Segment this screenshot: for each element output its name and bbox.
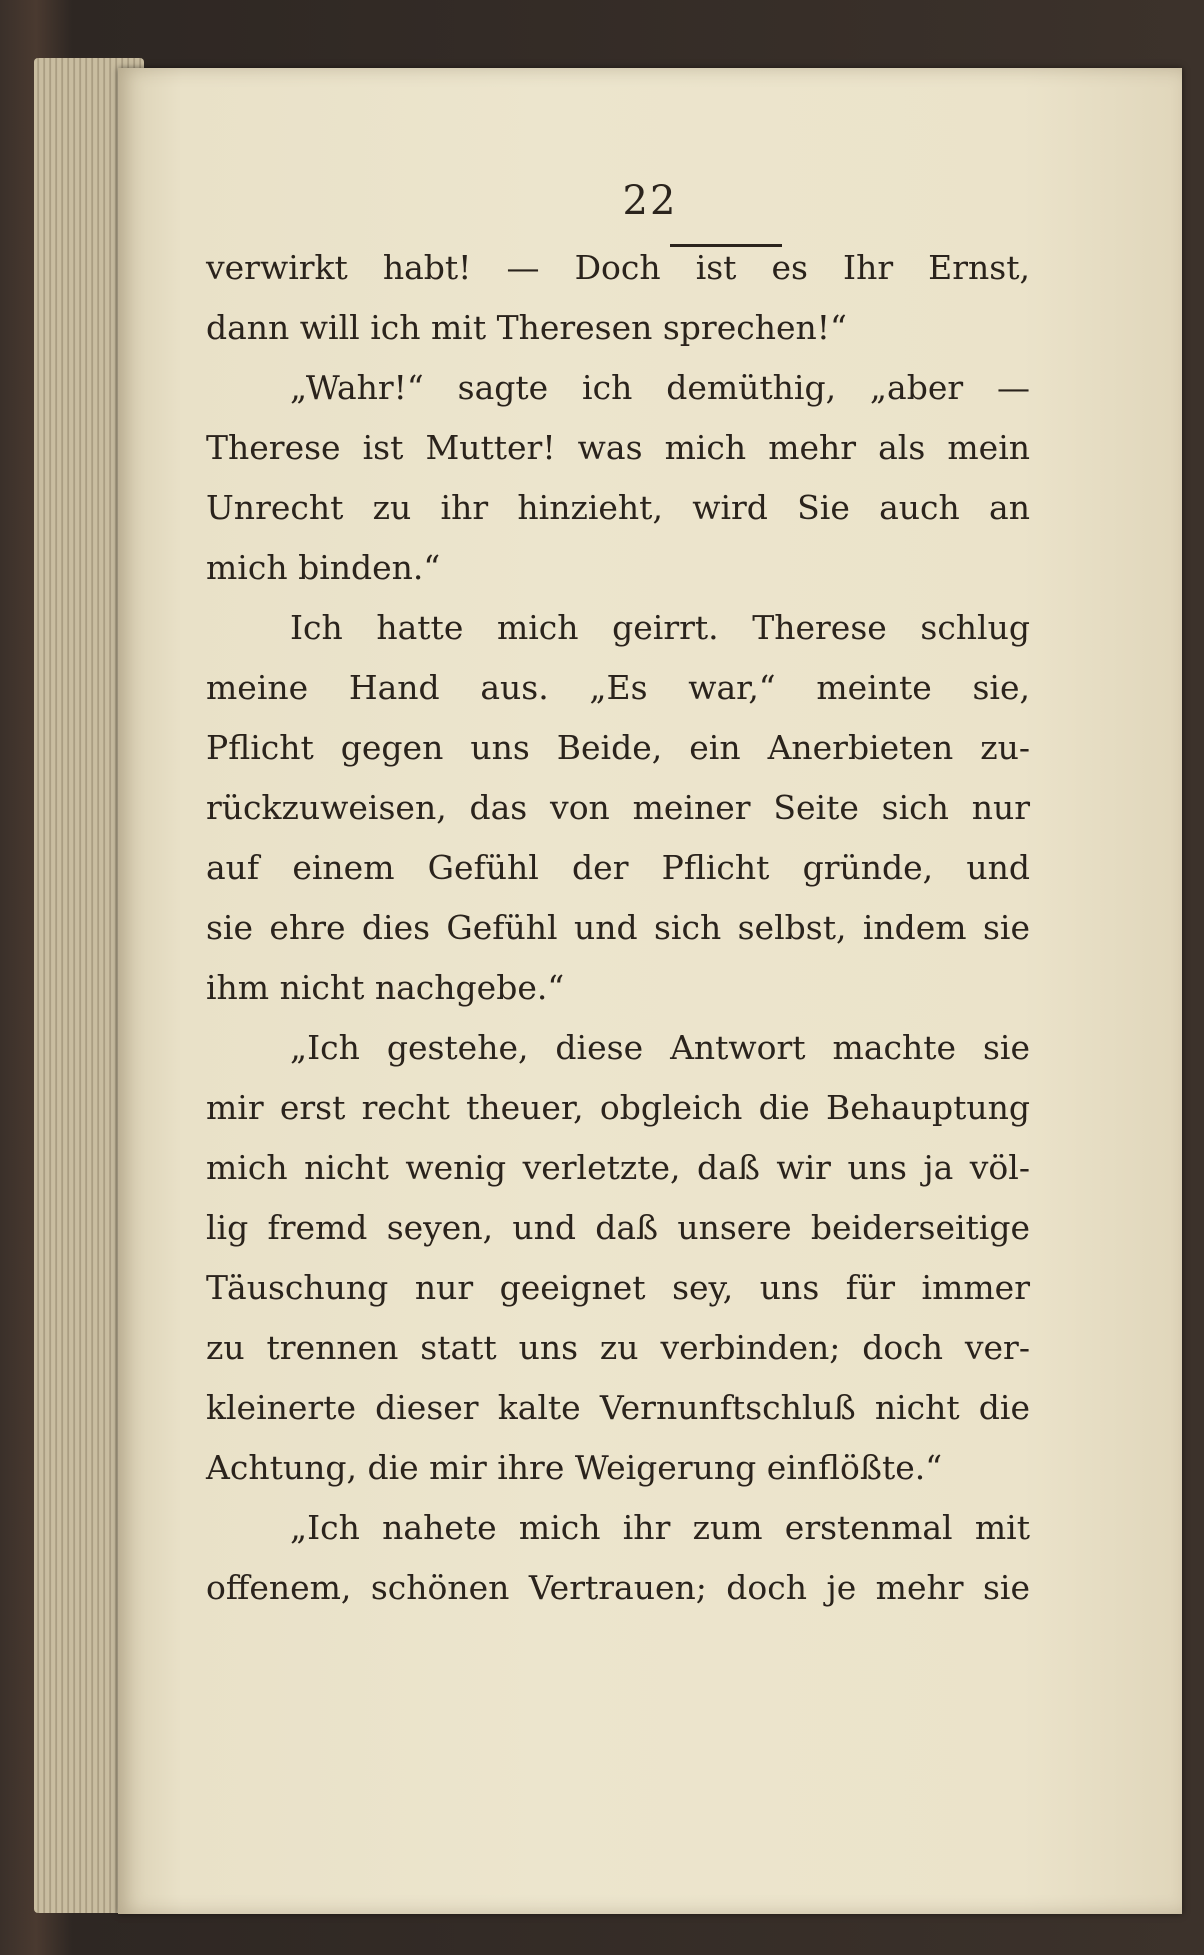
text-line: sie ehre dies Gefühl und sich selbst, indem sie	[206, 908, 1030, 947]
text-line: mich nicht wenig verletzte, daß wir uns ja völ-	[206, 1148, 1030, 1187]
text-line: Pflicht gegen uns Beide, ein Anerbieten zu-	[206, 728, 1030, 767]
text-line: offenem, schönen Vertrauen; doch je mehr sie	[206, 1568, 1030, 1607]
text-line: auf einem Gefühl der Pflicht gründe, und	[206, 848, 1030, 887]
text-line: „Wahr!“ sagte ich demüthig, „aber —	[290, 368, 1030, 407]
body-text	[206, 238, 1030, 1618]
text-line: dann will ich mit Theresen sprechen!“	[206, 308, 847, 347]
text-line: Ich hatte mich geirrt. Therese schlug	[290, 608, 1030, 647]
text-line: Achtung, die mir ihre Weigerung einflößte.“	[206, 1448, 943, 1487]
text-line: meine Hand aus. „Es war,“ meinte sie,	[206, 668, 1030, 707]
page-number: 22	[622, 178, 678, 224]
text-line: verwirkt habt! — Doch ist es Ihr Ernst,	[206, 248, 1030, 287]
text-line: „Ich nahete mich ihr zum erstenmal mit	[290, 1508, 1030, 1547]
text-line: kleinerte dieser kalte Vernunftschluß nicht die	[206, 1388, 1030, 1427]
text-line: „Ich gestehe, diese Antwort machte sie	[290, 1028, 1030, 1067]
text-line: lig fremd seyen, und daß unsere beiderseitige	[206, 1208, 1030, 1247]
text-line: mich binden.“	[206, 548, 441, 587]
text-line: zu trennen statt uns zu verbinden; doch ver-	[206, 1328, 1030, 1367]
text-line: ihm nicht nachgebe.“	[206, 968, 565, 1007]
text-line: Täuschung nur geeignet sey, uns für immer	[206, 1268, 1030, 1307]
text-line: rückzuweisen, das von meiner Seite sich nur	[206, 788, 1030, 827]
text-line: Unrecht zu ihr hinzieht, wird Sie auch an	[206, 488, 1030, 527]
text-line: Therese ist Mutter! was mich mehr als mein	[206, 428, 1030, 467]
text-line: mir erst recht theuer, obgleich die Behauptung	[206, 1088, 1030, 1127]
